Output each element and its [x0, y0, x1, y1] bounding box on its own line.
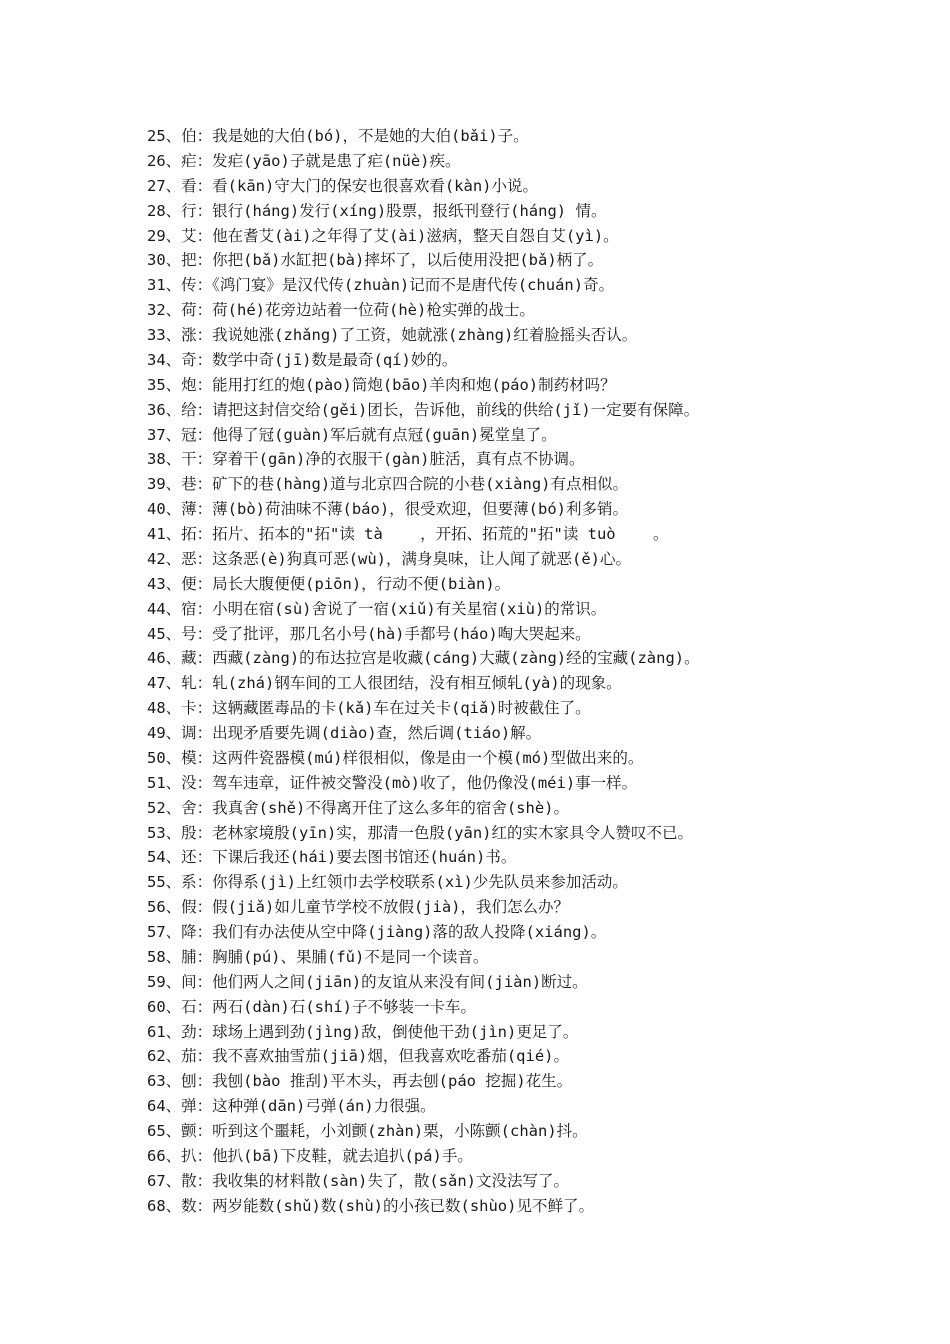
list-item: 49、调：出现矛盾要先调(diào)查，然后调(tiáo)解。 — [147, 724, 542, 742]
list-item: 53、殷：老林家境殷(yīn)实，那清一色殷(yān)红的实木家具令人赞叹不已。 — [147, 823, 693, 842]
list-item: 33、涨：我说她涨(zhǎng)了工资，她就涨(zhàng)红着脸摇头否认。 — [147, 326, 638, 344]
list-item: 37、冠：他得了冠(guàn)军后就有点冠(guān)冕堂皇了。 — [147, 425, 557, 444]
list-item: 52、舍：我真舍(shě)不得离开住了这么多年的宿舍(shè)。 — [147, 798, 569, 817]
list-item: 31、传：《鸿门宴》是汉代传(zhuàn)记而不是唐代传(chuán)奇。 — [147, 276, 615, 295]
list-item: 29、艾：他在耆艾(ài)之年得了艾(ài)滋病，整天自怨自艾(yì)。 — [147, 226, 619, 245]
list-item: 43、便：局长大腹便便(piōn)，行动不便(biàn)。 — [147, 574, 511, 593]
list-item: 65、颤：听到这个噩耗，小刘颤(zhàn)栗，小陈颤(chàn)抖。 — [147, 1122, 588, 1140]
list-item: 61、劲：球场上遇到劲(jìng)敌，倒使他干劲(jìn)更足了。 — [147, 1022, 579, 1041]
list-item: 47、轧：轧(zhá)钢车间的工人很团结，没有相互倾轧(yà)的现象。 — [147, 674, 622, 693]
list-item: 44、宿：小明在宿(sù)舍说了一宿(xiǔ)有关星宿(xiù)的常识。 — [147, 599, 607, 618]
list-item: 38、干：穿着干(gān)净的衣服干(gàn)脏活，真有点不协调。 — [147, 450, 585, 469]
list-item: 64、弹：这种弹(dān)弓弹(án)力很强。 — [147, 1097, 436, 1116]
list-item: 28、行：银行(háng)发行(xíng)股票，报纸刊登行(háng) 情。 — [147, 201, 607, 220]
list-item: 26、疟：发疟(yāo)子就是患了疟(nüè)疾。 — [147, 151, 461, 170]
list-item: 58、脯：胸脯(pú)、果脯(fǔ)不是同一个读音。 — [147, 947, 489, 966]
list-item: 66、扒：他扒(bā)下皮鞋，就去追扒(pá)手。 — [147, 1146, 473, 1165]
list-item: 59、间：他们两人之间(jiān)的友谊从来没有间(jiàn)断过。 — [147, 972, 588, 991]
list-item: 25、伯：我是她的大伯(bó)，不是她的大伯(bǎi)子。 — [147, 127, 529, 145]
list-item: 48、卡：这辆藏匿毒品的卡(kǎ)车在过关卡(qiǎ)时被截住了。 — [147, 699, 591, 718]
list-item: 34、奇：数学中奇(jī)数是最奇(qí)妙的。 — [147, 350, 458, 369]
list-item: 54、还：下课后我还(hái)要去图书馆还(huán)书。 — [147, 848, 517, 867]
list-item: 57、降：我们有办法使从空中降(jiàng)落的敌人投降(xiáng)。 — [147, 923, 607, 941]
list-item: 55、系：你得系(jì)上红领巾去学校联系(xì)少先队员来参加活动。 — [147, 873, 628, 892]
list-item: 60、石：两石(dàn)石(shí)子不够装一卡车。 — [147, 997, 476, 1016]
list-item: 51、没：驾车违章，证件被交警没(mò)收了，他仍像没(méi)事一样。 — [147, 773, 638, 792]
list-item: 68、数：两岁能数(shǔ)数(shù)的小孩已数(shùo)见不鲜了。 — [147, 1196, 594, 1215]
list-item: 63、刨：我刨(bào 推刮)平木头，再去刨(páo 挖掘)花生。 — [147, 1072, 573, 1091]
list-item: 62、茄：我不喜欢抽雪茄(jiā)烟，但我喜欢吃番茄(qié)。 — [147, 1047, 569, 1066]
list-item: 30、把：你把(bǎ)水缸把(bà)摔坏了，以后使用没把(bǎ)柄了。 — [147, 251, 604, 270]
list-item: 50、模：这两件瓷器模(mú)样很相似，像是由一个模(mó)型做出来的。 — [147, 748, 644, 767]
list-item: 36、给：请把这封信交给(gěi)团长，告诉他，前线的供给(jǐ)一定要有保障。 — [147, 400, 700, 419]
list-item: 46、藏：西藏(zàng)的布达拉宫是收藏(cáng)大藏(zàng)经的宝藏(zàng)。 — [147, 649, 700, 668]
list-item: 67、散：我收集的材料散(sàn)失了，散(sǎn)文没法写了。 — [147, 1171, 569, 1190]
list-item: 42、恶：这条恶(è)狗真可恶(wù)，满身臭味，让人闻了就恶(ě)心。 — [147, 549, 631, 568]
polyphone-list — [147, 124, 927, 1219]
list-item: 45、号：受了批评，那几名小号(hà)手都号(háo)啕大哭起来。 — [147, 624, 591, 643]
list-item: 40、薄：薄(bò)荷油味不薄(báo)，很受欢迎，但要薄(bó)利多销。 — [147, 500, 628, 519]
list-item: 32、荷：荷(hé)花旁边站着一位荷(hè)枪实弹的战士。 — [147, 301, 535, 320]
list-item: 35、炮：能用打红的炮(pào)筒炮(bāo)羊肉和炮(páo)制药材吗？ — [147, 375, 616, 394]
list-item: 41、拓：拓片、拓本的"拓"读 tà ，开拓、拓荒的"拓"读 tuò 。 — [147, 525, 669, 543]
list-item: 27、看：看(kān)守大门的保安也很喜欢看(kàn)小说。 — [147, 176, 538, 195]
list-item: 56、假：假(jiǎ)如儿童节学校不放假(jià)，我们怎么办？ — [147, 898, 569, 917]
list-item: 39、巷：矿下的巷(hàng)道与北京四合院的小巷(xiàng)有点相似。 — [147, 475, 628, 494]
